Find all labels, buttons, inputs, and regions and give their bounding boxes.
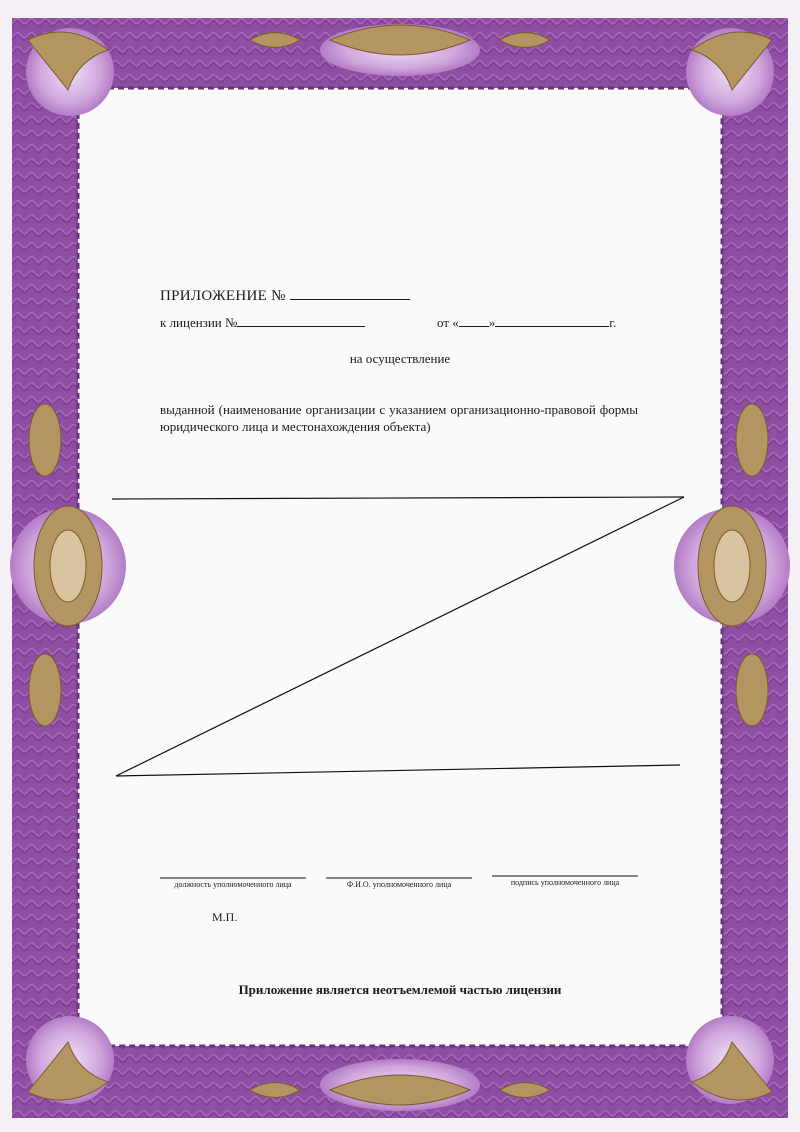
annex-number-line [160,287,410,305]
license-date-line [437,314,616,331]
date-month-field[interactable] [495,314,609,327]
date-mid-label: » [488,315,496,330]
license-label: к лицензии № [160,315,238,330]
annex-label: ПРИЛОЖЕНИЕ № [160,288,286,304]
license-number-field[interactable] [237,314,365,327]
date-year-label: г. [609,315,617,330]
date-from-label: от « [437,315,459,330]
purpose-label: на осуществление [349,351,451,366]
footer-note: Приложение является неотъемлемой частью лицензии [238,982,562,997]
signature-name-caption: Ф.И.О. уполномоченного лица [346,880,452,889]
issued-to-description: выданной (наименование организации с указанием организационно-правовой формы юридического лица и местонахождения объекта) [160,402,638,434]
signature-position-caption: должность уполномоченного лица [174,880,292,889]
stamp-label: М.П. [212,910,238,924]
license-number-line [160,314,365,331]
signature-sign-caption: подпись уполномоченного лица [510,878,620,887]
annex-number-field[interactable] [290,287,410,300]
date-day-field[interactable] [459,314,489,327]
